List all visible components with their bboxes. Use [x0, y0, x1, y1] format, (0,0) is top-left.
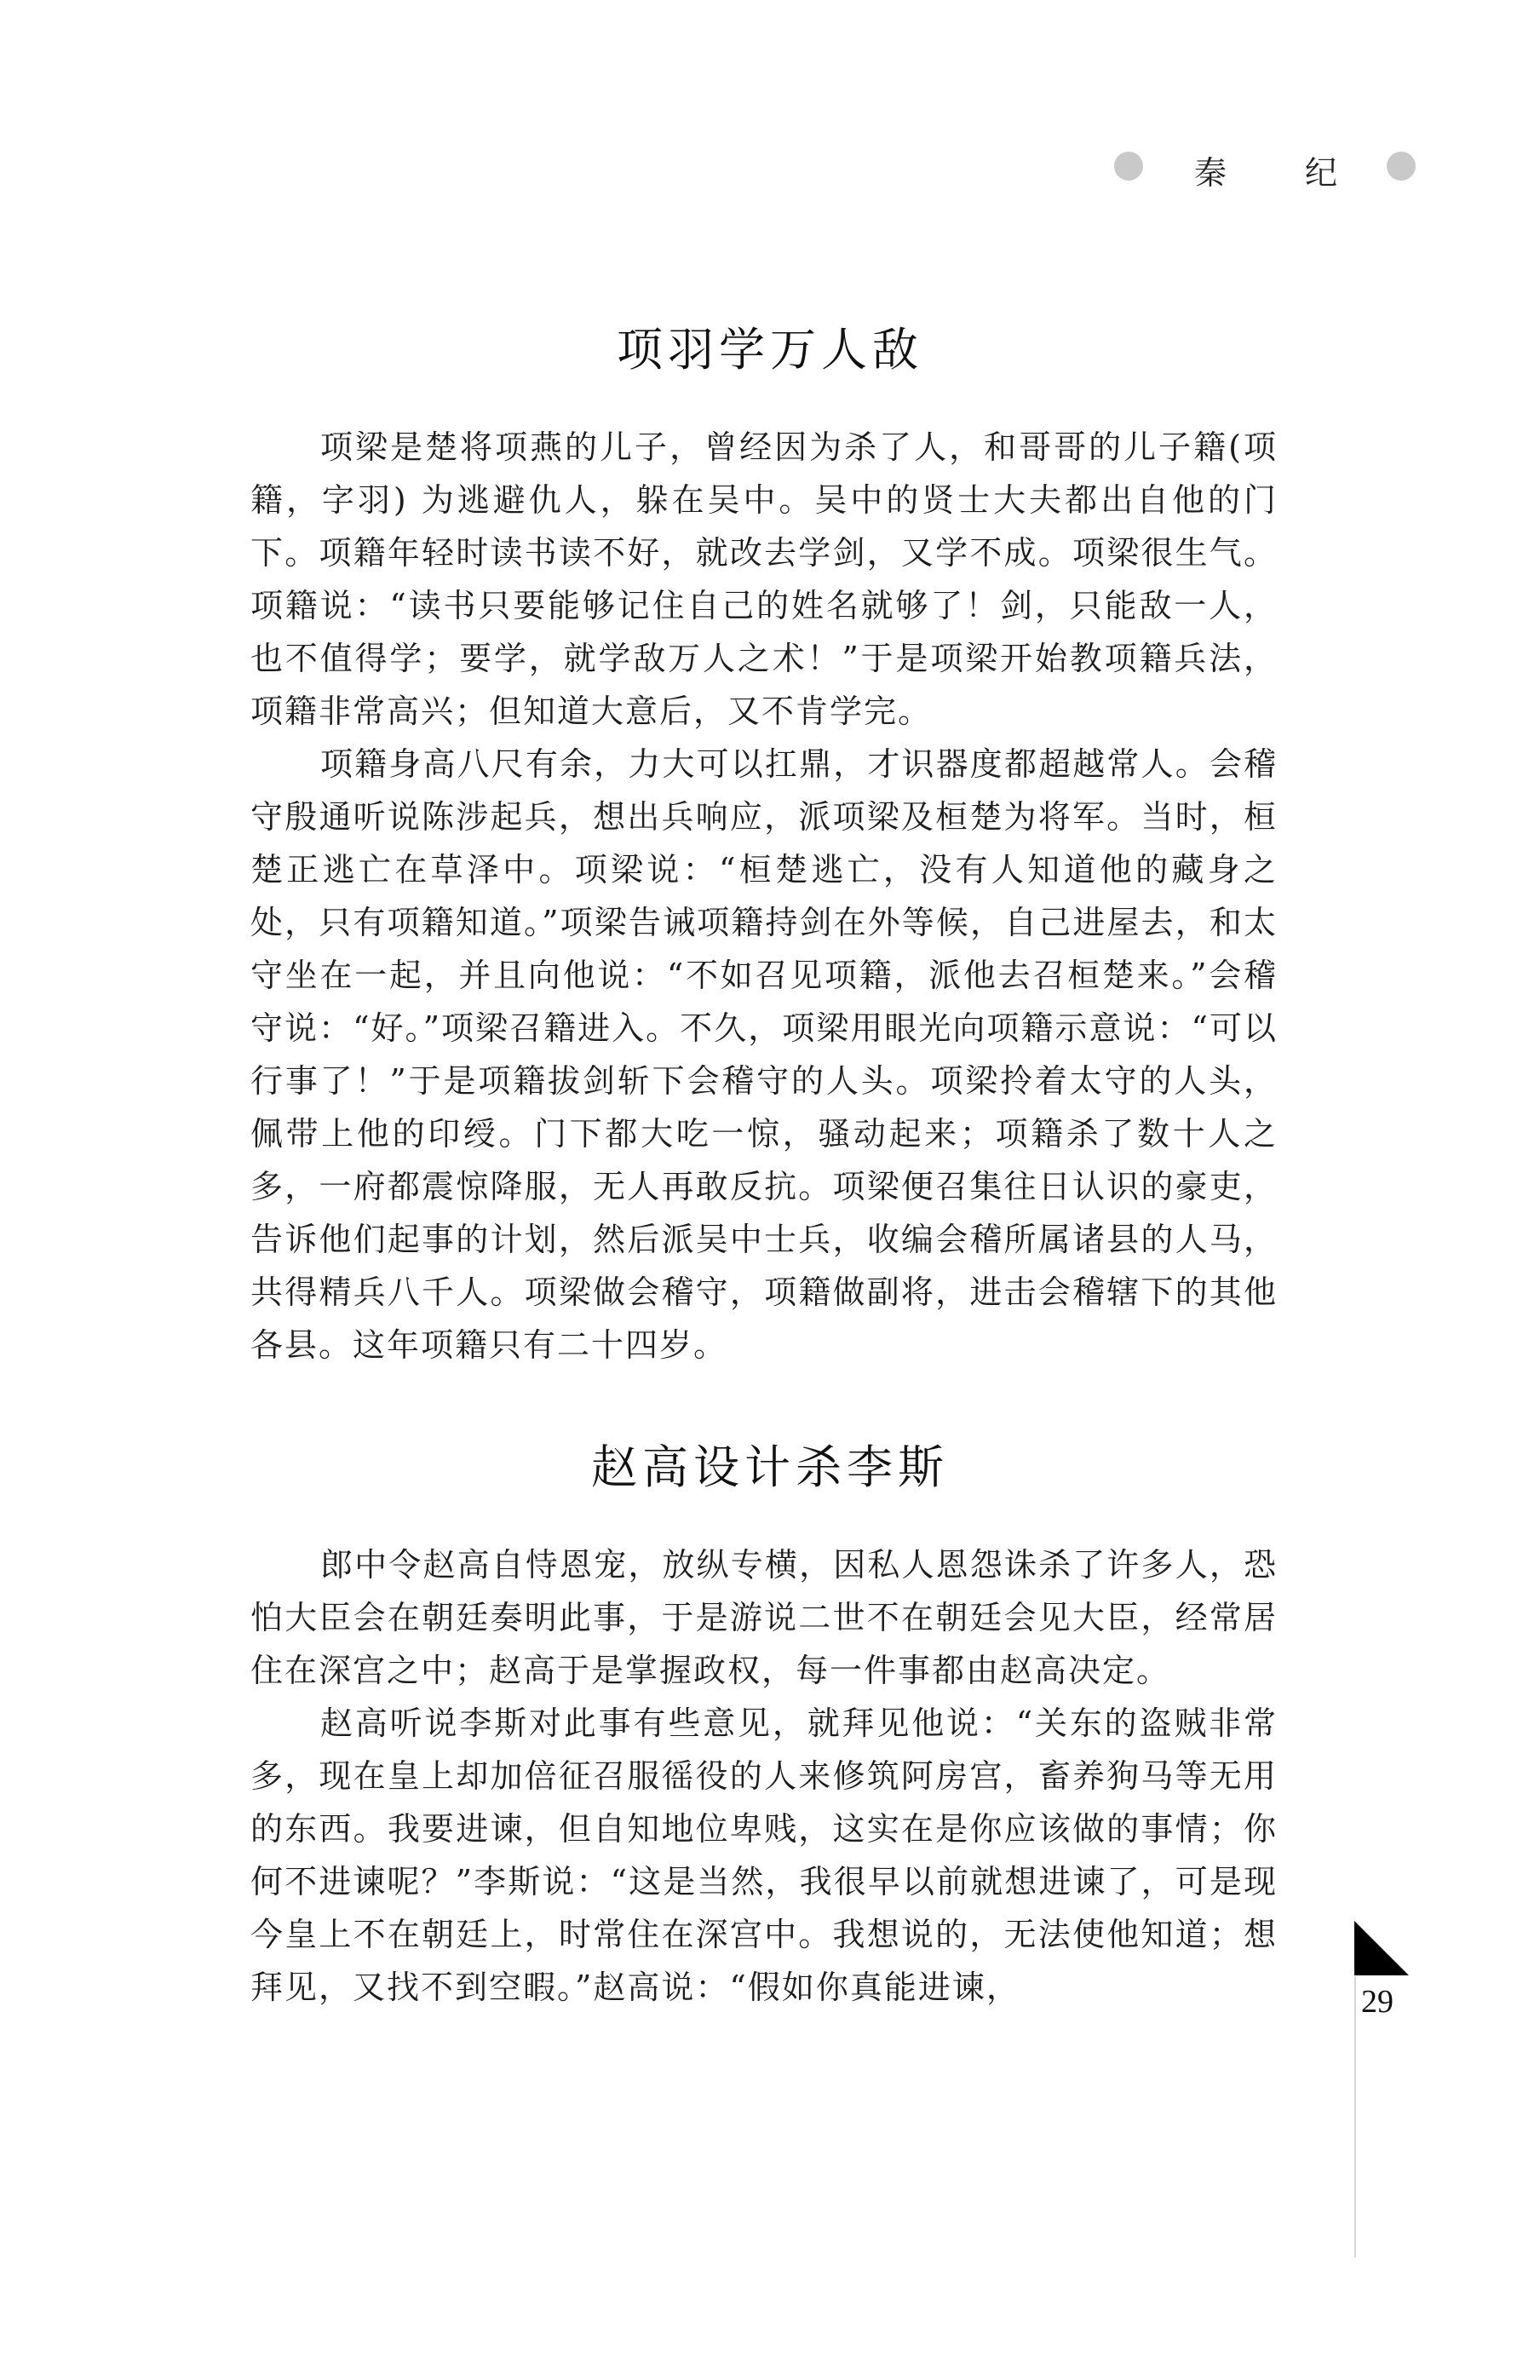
header-chapter-char-1: 秦: [1194, 154, 1227, 192]
section-body-2: [250, 1538, 1278, 2014]
paragraph: 赵高听说李斯对此事有些意见，就拜见他说：“关东的盗贼非常多，现在皇上却加倍征召服徭役的人来修筑阿房宫，畜养狗马等无用的东西。我要进谏，但自知地位卑贱，这实在是你应该做的事情；你何不进谏呢？”李斯说：“这是当然，我很早以前就想进谏了，可是现今皇上不在朝廷上，时常住在深宫中。我想说的，无法使他知道；想拜见，又找不到空暇。”赵高说：“假如你真能进谏，: [250, 1705, 1278, 2006]
page-corner-triangle: [1354, 1921, 1409, 1975]
paragraph: 郎中令赵高自恃恩宠，放纵专横，因私人恩怨诛杀了许多人，恐怕大臣会在朝廷奏明此事，于是游说二世不在朝廷会见大臣，经常居住在深宫之中；赵高于是掌握政权，每一件事都由赵高决定。: [250, 1546, 1278, 1689]
paragraph: 项籍身高八尺有余，力大可以扛鼎，才识器度都超越常人。会稽守殷通听说陈涉起兵，想出兵响应，派项梁及桓楚为将军。当时，桓楚正逃亡在草泽中。项梁说：“桓楚逃亡，没有人知道他的藏身之处，只有项籍知道。”项梁告诫项籍持剑在外等候，自己进屋去，和太守坐在一起，并且向他说：“不如召见项籍，派他去召桓楚来。”会稽守说：“好。”项梁召籍进入。不久，项梁用眼光向项籍示意说：“可以行事了！”于是项籍拔剑斩下会稽守的人头。项梁拎着太守的人头，佩带上他的印绶。门下都大吃一惊，骚动起来；项籍杀了数十人之多，一府都震惊降服，无人再敢反抗。项梁便召集往日认识的豪吏，告诉他们起事的计划，然后派吴中士兵，收编会稽所属诸县的人马，共得精兵八千人。项梁做会稽守，项籍做副将，进击会稽辖下的其他各县。这年项籍只有二十四岁。: [250, 745, 1278, 1364]
section-body-1: [250, 421, 1278, 1371]
header-dot-right: [1387, 152, 1416, 181]
margin-rule: [1354, 1976, 1356, 2257]
section-title-2: 赵高设计杀李斯: [591, 1440, 949, 1494]
running-header: [1107, 150, 1431, 192]
page-number: 29: [1361, 1984, 1393, 2020]
header-dot-left: [1114, 152, 1143, 181]
paragraph: 项梁是楚将项燕的儿子，曾经因为杀了人，和哥哥的儿子籍(项籍，字羽) 为逃避仇人，躲在吴中。吴中的贤士大夫都出自他的门下。项籍年轻时读书读不好，就改去学剑，又学不成。项梁很生气。项籍说：“读书只要能够记住自己的姓名就够了！剑，只能敌一人，也不值得学；要学，就学敌万人之术！”于是项梁开始教项籍兵法，项籍非常高兴；但知道大意后，又不肯学完。: [250, 428, 1278, 730]
header-chapter-char-2: 纪: [1305, 154, 1338, 192]
section-title-1: 项羽学万人敌: [617, 323, 923, 377]
